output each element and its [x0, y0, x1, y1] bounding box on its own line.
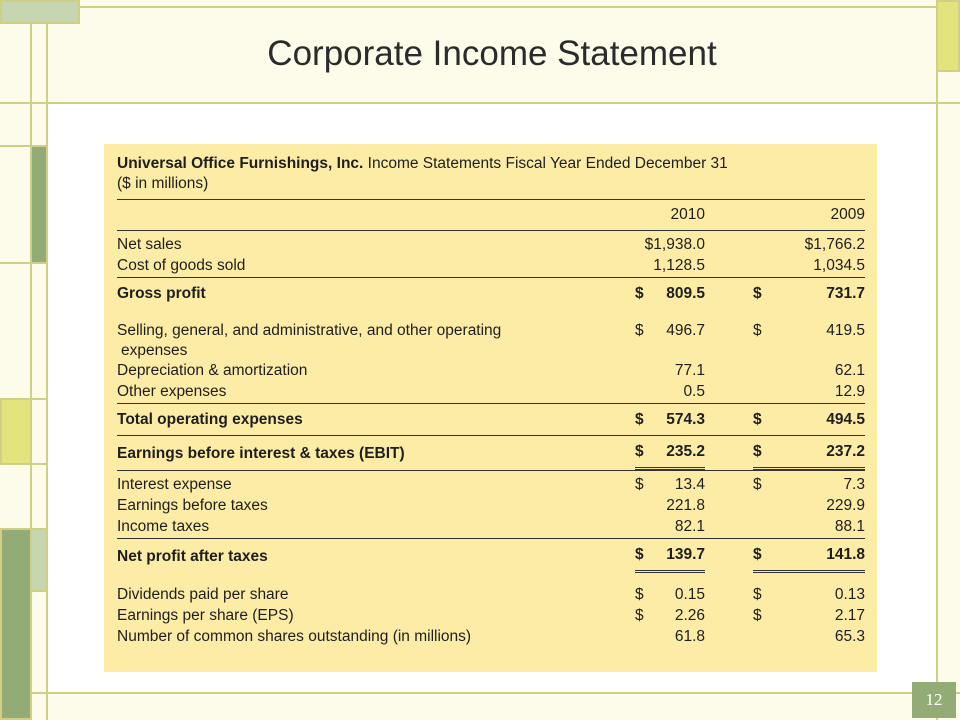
frame-tile-green-2: [0, 528, 32, 720]
table-row: Gross profit $ 809.5 $ 731.7: [117, 278, 865, 310]
frame-bottom-band: [0, 692, 960, 720]
income-statement-table: [117, 199, 865, 648]
frame-tile-green-1: [30, 145, 48, 264]
table-row: Earnings before interest & taxes (EBIT) $ 235.2 $ 237.2: [117, 436, 865, 471]
statement-heading: [117, 154, 865, 194]
column-header-2010: 2010: [547, 200, 705, 231]
table-row: Earnings before taxes 221.8 229.9: [117, 497, 865, 514]
frame-rule-bottom: [0, 692, 960, 694]
table-row: Interest expense $ 13.4 $ 7.3: [117, 476, 865, 493]
frame-right-band: [936, 0, 960, 720]
frame-tile-pale-1: [30, 528, 48, 592]
frame-rule-left: [46, 0, 48, 720]
frame-rule-top: [0, 102, 960, 104]
frame-tile-gold-1: [0, 398, 32, 465]
slide-title: Corporate Income Statement: [267, 34, 717, 73]
table-row: Dividends paid per share $ 0.15 $ 0.13: [117, 586, 865, 603]
statement-title: Income Statements Fiscal Year Ended December 31: [363, 155, 728, 172]
table-row: Total operating expenses $ 574.3 $ 494.5: [117, 404, 865, 436]
table-row: Earnings per share (EPS) $ 2.26 $ 2.17: [117, 607, 865, 624]
company-name: Universal Office Furnishings, Inc.: [117, 155, 364, 172]
table-row: Income taxes 82.1 88.1: [117, 518, 865, 535]
income-statement-panel: [104, 144, 877, 672]
frame-tile-gold-right: [936, 0, 960, 72]
table-row: Net profit after taxes $ 139.7 $ 141.8: [117, 539, 865, 574]
table-row: Other expenses 0.5 12.9: [117, 383, 865, 400]
column-header-2009: 2009: [705, 200, 865, 231]
table-row: Number of common shares outstanding (in millions) 61.8 65.3: [117, 628, 865, 645]
column-header-row: [117, 200, 865, 231]
frame-rule-top-thin: [0, 6, 960, 8]
frame-tile-top-left: [0, 0, 80, 24]
table-row: Net sales $1,938.0 $1,766.2: [117, 236, 865, 253]
table-row: Selling, general, and administrative, and other operating expenses $ 496.7 $ 419.5: [117, 322, 865, 359]
frame-rule-right: [936, 0, 938, 720]
page-number: 12: [912, 682, 956, 718]
table-row: Depreciation & amortization 77.1 62.1: [117, 362, 865, 379]
table-row: Cost of goods sold 1,128.5 1,034.5: [117, 257, 865, 274]
statement-units: ($ in millions): [117, 175, 209, 192]
